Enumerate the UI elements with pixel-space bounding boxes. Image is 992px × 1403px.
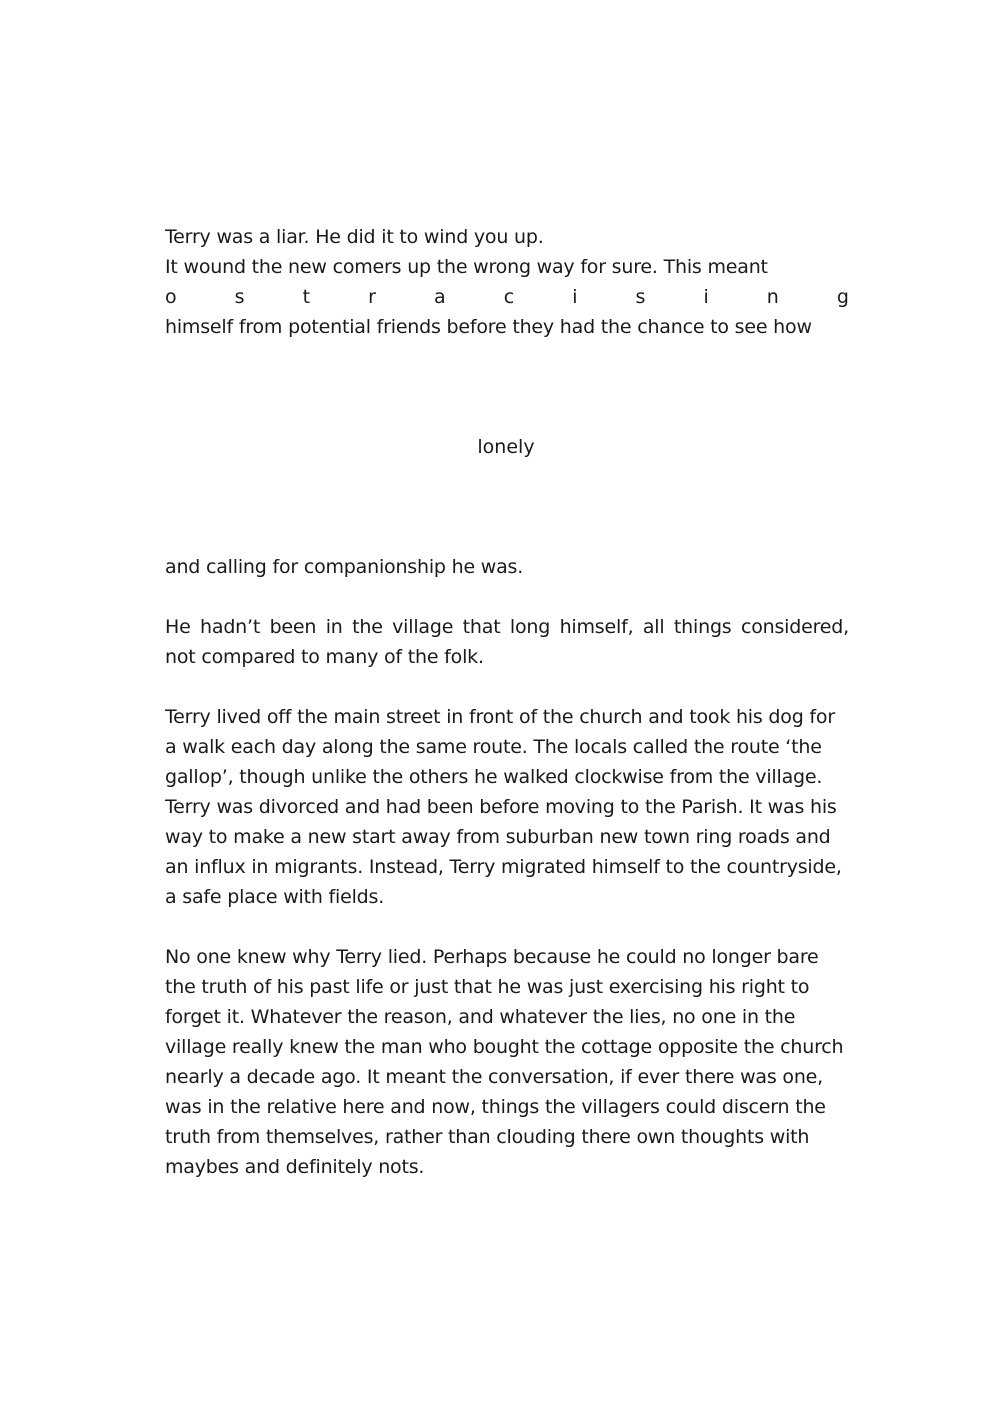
spaced-letter: r — [368, 286, 376, 308]
intro-line-4: himself from potential friends before they had the chance to see how — [165, 316, 812, 338]
after-lonely-block — [165, 552, 849, 582]
paragraph-4-line: truth from themselves, rather than clouding there own thoughts with — [165, 1126, 810, 1148]
paragraph-3-line: Terry lived off the main street in front of the church and took his dog for — [165, 706, 835, 728]
spaced-letter: o — [165, 286, 177, 308]
intro-line-1: Terry was a liar. He did it to wind you up. — [165, 226, 544, 248]
intro-block — [165, 222, 849, 282]
paragraph-3 — [165, 702, 849, 912]
spaced-word-ostracising — [165, 282, 849, 312]
paragraph-4-line: was in the relative here and now, things the villagers could discern the — [165, 1096, 826, 1118]
paragraph-4-line: forget it. Whatever the reason, and whatever the lies, no one in the — [165, 1006, 796, 1028]
spaced-letter: t — [302, 286, 311, 308]
paragraph-3-line: way to make a new start away from suburban new town ring roads and — [165, 826, 831, 848]
spaced-letter: c — [503, 286, 515, 308]
paragraph-4-line: village really knew the man who bought the cottage opposite the church — [165, 1036, 844, 1058]
centered-word-lonely: lonely — [477, 436, 535, 458]
paragraph-3-line: an influx in migrants. Instead, Terry migrated himself to the countryside, — [165, 856, 842, 878]
paragraph-4-line: No one knew why Terry lied. Perhaps because he could no longer bare — [165, 946, 819, 968]
spaced-letter: a — [433, 286, 446, 308]
paragraph-3-line: Terry was divorced and had been before moving to the Parish. It was his — [165, 796, 837, 818]
paragraph-4-line: nearly a decade ago. It meant the conversation, if ever there was one, — [165, 1066, 823, 1088]
spaced-letter: s — [234, 286, 245, 308]
spaced-letter: g — [836, 286, 849, 308]
paragraph-3-line: a safe place with fields. — [165, 886, 385, 908]
after-lonely-line: and calling for companionship he was. — [165, 556, 524, 578]
paragraph-3-line: gallop’, though unlike the others he walked clockwise from the village. — [165, 766, 823, 788]
spaced-letter: i — [703, 286, 709, 308]
spaced-letter: n — [766, 286, 779, 308]
spaced-letter: i — [572, 286, 578, 308]
spaced-letter: s — [635, 286, 646, 308]
paragraph-4-line: the truth of his past life or just that he was just exercising his right to — [165, 976, 810, 998]
paragraph-3-line: a walk each day along the same route. The locals called the route ‘the — [165, 736, 822, 758]
paragraph-4-line: maybes and definitely nots. — [165, 1156, 425, 1178]
intro-line-2: It wound the new comers up the wrong way for sure. This meant — [165, 256, 768, 278]
intro-tail-block — [165, 312, 849, 342]
paragraph-4 — [165, 942, 849, 1182]
paragraph-2-line-1: He hadn’t been in the village that long himself, all things considered, — [165, 616, 849, 638]
paragraph-2 — [165, 612, 849, 672]
paragraph-2-line-2: not compared to many of the folk. — [165, 646, 484, 668]
